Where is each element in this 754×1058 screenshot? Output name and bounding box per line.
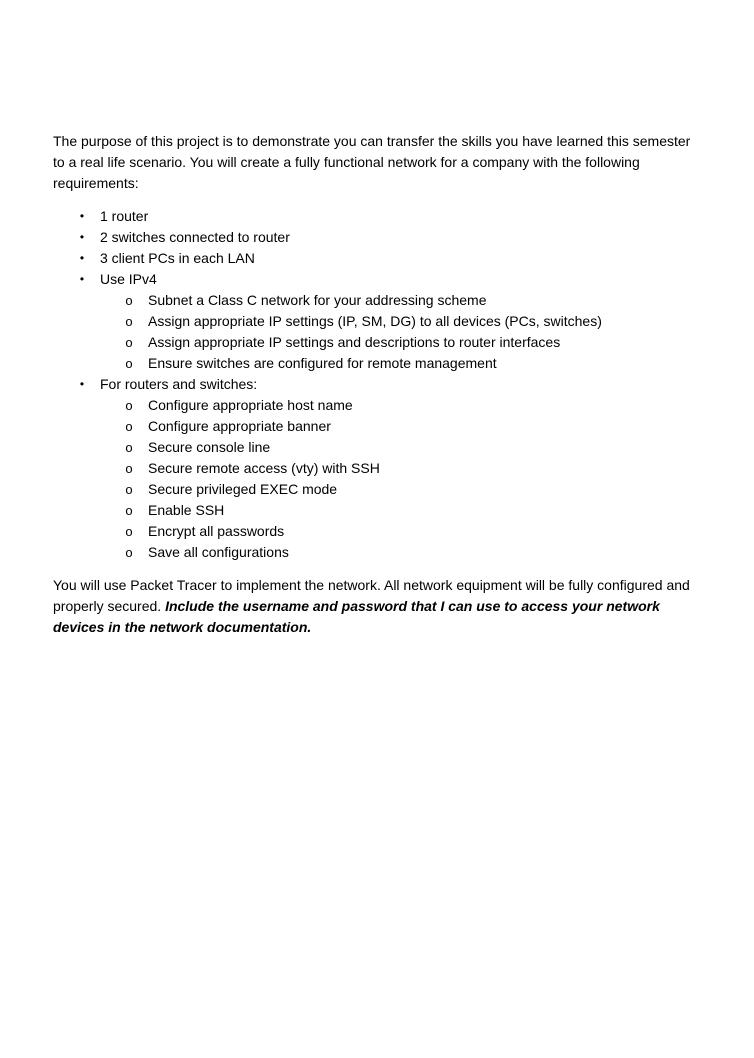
bullet-icon: • (79, 272, 85, 286)
circle-bullet-icon: o (125, 314, 133, 329)
bullet-icon: • (79, 230, 85, 244)
circle-bullet-icon: o (125, 482, 133, 497)
circle-bullet-icon: o (125, 503, 133, 518)
circle-bullet-icon: o (125, 440, 133, 455)
requirement-item (53, 374, 693, 563)
requirement-item (53, 269, 693, 374)
circle-bullet-icon: o (125, 356, 133, 371)
sub-requirement-item (100, 479, 693, 500)
sub-requirement-text: Configure appropriate banner (148, 418, 331, 434)
requirement-item (53, 206, 693, 227)
sub-requirement-text: Secure remote access (vty) with SSH (148, 460, 380, 476)
circle-bullet-icon: o (125, 524, 133, 539)
sub-requirement-item (100, 521, 693, 542)
sub-requirement-item (100, 500, 693, 521)
sub-requirement-text: Save all configurations (148, 544, 289, 560)
sub-requirement-item (100, 458, 693, 479)
circle-bullet-icon: o (125, 419, 133, 434)
document-content (53, 131, 693, 638)
sub-requirement-item (100, 290, 693, 311)
sub-requirement-text: Secure console line (148, 439, 271, 455)
sub-requirement-item (100, 542, 693, 563)
closing-paragraph (53, 575, 693, 638)
sub-requirement-text: Subnet a Class C network for your addressing scheme (148, 292, 487, 308)
sub-requirement-text: Assign appropriate IP settings and descriptions to router interfaces (148, 334, 561, 350)
requirement-text: 1 router (100, 208, 149, 224)
sub-requirement-item (100, 353, 693, 374)
sub-requirement-text: Secure privileged EXEC mode (148, 481, 338, 497)
sub-requirement-item (100, 311, 693, 332)
sub-requirement-item (100, 395, 693, 416)
sub-requirement-text: Configure appropriate host name (148, 397, 353, 413)
closing-text: You will use Packet Tracer to implement the network. All network equipment will be fully configured and properly secured. (53, 577, 690, 614)
bullet-icon: • (79, 377, 85, 391)
circle-bullet-icon: o (125, 335, 133, 350)
sub-requirement-text: Ensure switches are configured for remote management (148, 355, 497, 371)
routers-switches-sublist (100, 395, 693, 563)
requirement-item (53, 248, 693, 269)
ipv4-sublist (100, 290, 693, 374)
sub-requirement-text: Assign appropriate IP settings (IP, SM, DG) to all devices (PCs, switches) (148, 313, 602, 329)
bullet-icon: • (79, 209, 85, 223)
circle-bullet-icon: o (125, 293, 133, 308)
requirement-text: 3 client PCs in each LAN (100, 250, 255, 266)
bullet-icon: • (79, 251, 85, 265)
sub-requirement-item (100, 332, 693, 353)
circle-bullet-icon: o (125, 398, 133, 413)
closing-emphasis: Include the username and password that I can use to access your network devices in the network documentation. (53, 598, 660, 635)
circle-bullet-icon: o (125, 545, 133, 560)
sub-requirement-item (100, 416, 693, 437)
requirement-text: Use IPv4 (100, 271, 157, 287)
sub-requirement-text: Enable SSH (148, 502, 225, 518)
circle-bullet-icon: o (125, 461, 133, 476)
requirement-text: 2 switches connected to router (100, 229, 290, 245)
requirements-list (53, 206, 693, 563)
intro-paragraph: The purpose of this project is to demonstrate you can transfer the skills you have learned this semester to a real life scenario. You will create a fully functional network for a company with the following requirements: (53, 133, 691, 191)
sub-requirement-text: Encrypt all passwords (148, 523, 285, 539)
requirement-item (53, 227, 693, 248)
sub-requirement-item (100, 437, 693, 458)
requirement-text: For routers and switches: (100, 376, 258, 392)
